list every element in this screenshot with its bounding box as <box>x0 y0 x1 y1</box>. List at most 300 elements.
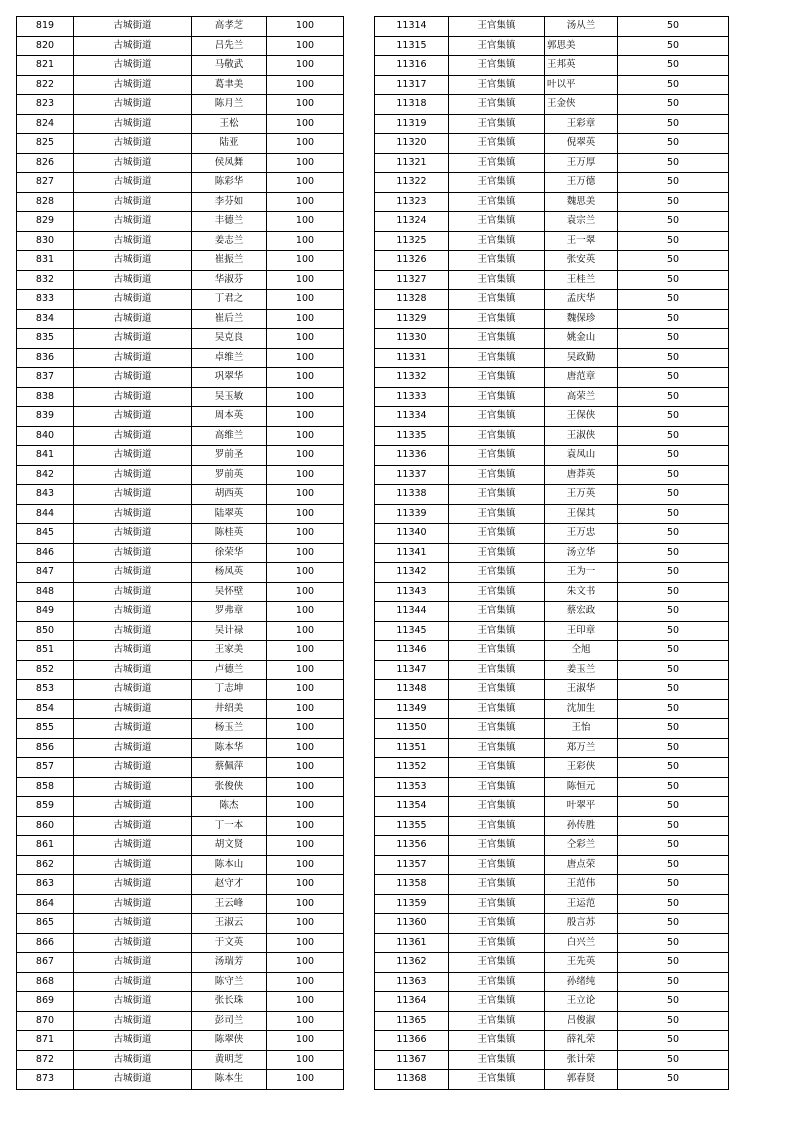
table-row <box>375 894 729 914</box>
amount-cell: 100 <box>267 251 344 271</box>
amount-cell: 100 <box>267 426 344 446</box>
amount-cell: 50 <box>618 368 729 388</box>
amount-cell: 100 <box>267 914 344 934</box>
amount-cell: 100 <box>267 75 344 95</box>
region-cell: 古城街道 <box>74 933 192 953</box>
amount-cell: 100 <box>267 309 344 329</box>
row-number-cell: 11358 <box>375 875 449 895</box>
region-cell: 古城街道 <box>74 699 192 719</box>
amount-cell: 50 <box>618 407 729 427</box>
table-row <box>375 153 729 173</box>
amount-cell: 50 <box>618 1031 729 1051</box>
amount-cell: 50 <box>618 465 729 485</box>
amount-cell: 50 <box>618 270 729 290</box>
table-row <box>17 231 344 251</box>
name-cell: 王桂兰 <box>545 270 618 290</box>
region-cell: 王官集镇 <box>449 699 545 719</box>
table-row <box>17 348 344 368</box>
table-row <box>375 290 729 310</box>
amount-cell: 50 <box>618 192 729 212</box>
amount-cell: 100 <box>267 173 344 193</box>
table-row <box>375 602 729 622</box>
region-cell: 王官集镇 <box>449 602 545 622</box>
region-cell: 王官集镇 <box>449 992 545 1012</box>
name-cell: 杨凤英 <box>192 563 267 583</box>
name-cell: 王万厚 <box>545 153 618 173</box>
region-cell: 王官集镇 <box>449 953 545 973</box>
amount-cell: 100 <box>267 1050 344 1070</box>
name-cell: 姜志兰 <box>192 231 267 251</box>
row-number-cell: 11364 <box>375 992 449 1012</box>
amount-cell: 100 <box>267 485 344 505</box>
name-cell: 姚金山 <box>545 329 618 349</box>
region-cell: 王官集镇 <box>449 290 545 310</box>
row-number-cell: 841 <box>17 446 74 466</box>
table-row <box>375 368 729 388</box>
name-cell: 王淑华 <box>545 680 618 700</box>
name-cell: 王邦英 <box>545 56 618 76</box>
row-number-cell: 846 <box>17 543 74 563</box>
name-cell: 吕先兰 <box>192 36 267 56</box>
table-row <box>17 1031 344 1051</box>
region-cell: 王官集镇 <box>449 446 545 466</box>
name-cell: 吕俊淑 <box>545 1011 618 1031</box>
amount-cell: 100 <box>267 953 344 973</box>
name-cell: 罗前圣 <box>192 446 267 466</box>
region-cell: 王官集镇 <box>449 387 545 407</box>
right-table-body <box>375 17 729 1090</box>
row-number-cell: 839 <box>17 407 74 427</box>
row-number-cell: 11322 <box>375 173 449 193</box>
name-cell: 倪翠英 <box>545 134 618 154</box>
amount-cell: 100 <box>267 1070 344 1090</box>
row-number-cell: 845 <box>17 524 74 544</box>
name-cell: 高荣兰 <box>545 387 618 407</box>
region-cell: 王官集镇 <box>449 309 545 329</box>
row-number-cell: 11354 <box>375 797 449 817</box>
name-cell: 唐范章 <box>545 368 618 388</box>
name-cell: 魏思美 <box>545 192 618 212</box>
table-row <box>17 992 344 1012</box>
name-cell: 袁宗兰 <box>545 212 618 232</box>
row-number-cell: 829 <box>17 212 74 232</box>
region-cell: 王官集镇 <box>449 972 545 992</box>
row-number-cell: 11360 <box>375 914 449 934</box>
amount-cell: 100 <box>267 660 344 680</box>
row-number-cell: 11362 <box>375 953 449 973</box>
table-row <box>17 95 344 115</box>
name-cell: 侯凤舞 <box>192 153 267 173</box>
region-cell: 古城街道 <box>74 485 192 505</box>
row-number-cell: 851 <box>17 641 74 661</box>
table-row <box>375 719 729 739</box>
region-cell: 古城街道 <box>74 563 192 583</box>
table-row <box>375 192 729 212</box>
name-cell: 白兴兰 <box>545 933 618 953</box>
left-table <box>16 16 344 1090</box>
table-row <box>17 914 344 934</box>
row-number-cell: 11357 <box>375 855 449 875</box>
region-cell: 王官集镇 <box>449 17 545 37</box>
name-cell: 胡文贤 <box>192 836 267 856</box>
region-cell: 王官集镇 <box>449 660 545 680</box>
table-row <box>375 563 729 583</box>
region-cell: 古城街道 <box>74 1031 192 1051</box>
amount-cell: 100 <box>267 933 344 953</box>
name-cell: 殷言苏 <box>545 914 618 934</box>
table-row <box>17 329 344 349</box>
region-cell: 王官集镇 <box>449 641 545 661</box>
row-number-cell: 863 <box>17 875 74 895</box>
row-number-cell: 11327 <box>375 270 449 290</box>
region-cell: 古城街道 <box>74 621 192 641</box>
region-cell: 古城街道 <box>74 329 192 349</box>
amount-cell: 50 <box>618 894 729 914</box>
row-number-cell: 11343 <box>375 582 449 602</box>
name-cell: 井绍美 <box>192 699 267 719</box>
name-cell: 王淑云 <box>192 914 267 934</box>
region-cell: 王官集镇 <box>449 407 545 427</box>
amount-cell: 50 <box>618 933 729 953</box>
amount-cell: 100 <box>267 407 344 427</box>
row-number-cell: 11326 <box>375 251 449 271</box>
row-number-cell: 831 <box>17 251 74 271</box>
table-row <box>17 933 344 953</box>
table-row <box>375 36 729 56</box>
name-cell: 唐点荣 <box>545 855 618 875</box>
amount-cell: 50 <box>618 699 729 719</box>
table-row <box>375 1070 729 1090</box>
name-cell: 张俊侠 <box>192 777 267 797</box>
region-cell: 王官集镇 <box>449 582 545 602</box>
region-cell: 王官集镇 <box>449 563 545 583</box>
row-number-cell: 11329 <box>375 309 449 329</box>
amount-cell: 50 <box>618 485 729 505</box>
amount-cell: 50 <box>618 387 729 407</box>
table-row <box>17 407 344 427</box>
row-number-cell: 870 <box>17 1011 74 1031</box>
name-cell: 孟庆华 <box>545 290 618 310</box>
table-row <box>375 309 729 329</box>
name-cell: 王万德 <box>545 173 618 193</box>
table-row <box>375 699 729 719</box>
name-cell: 王先英 <box>545 953 618 973</box>
region-cell: 王官集镇 <box>449 894 545 914</box>
region-cell: 古城街道 <box>74 641 192 661</box>
region-cell: 古城街道 <box>74 270 192 290</box>
row-number-cell: 11325 <box>375 231 449 251</box>
table-row <box>375 75 729 95</box>
row-number-cell: 827 <box>17 173 74 193</box>
row-number-cell: 859 <box>17 797 74 817</box>
row-number-cell: 11315 <box>375 36 449 56</box>
name-cell: 蔡宏政 <box>545 602 618 622</box>
table-row <box>17 719 344 739</box>
name-cell: 孙传胜 <box>545 816 618 836</box>
table-row <box>375 875 729 895</box>
amount-cell: 50 <box>618 212 729 232</box>
table-row <box>17 1011 344 1031</box>
table-row <box>375 797 729 817</box>
name-cell: 孙绪纯 <box>545 972 618 992</box>
amount-cell: 100 <box>267 95 344 115</box>
region-cell: 王官集镇 <box>449 875 545 895</box>
amount-cell: 100 <box>267 114 344 134</box>
table-row <box>17 602 344 622</box>
row-number-cell: 11332 <box>375 368 449 388</box>
name-cell: 张安英 <box>545 251 618 271</box>
region-cell: 王官集镇 <box>449 368 545 388</box>
name-cell: 张长珠 <box>192 992 267 1012</box>
amount-cell: 100 <box>267 56 344 76</box>
name-cell: 姜玉兰 <box>545 660 618 680</box>
table-row <box>375 621 729 641</box>
name-cell: 王怡 <box>545 719 618 739</box>
table-row <box>17 75 344 95</box>
region-cell: 王官集镇 <box>449 777 545 797</box>
table-row <box>17 563 344 583</box>
table-row <box>17 192 344 212</box>
name-cell: 王范伟 <box>545 875 618 895</box>
region-cell: 王官集镇 <box>449 914 545 934</box>
region-cell: 王官集镇 <box>449 1011 545 1031</box>
name-cell: 李芬如 <box>192 192 267 212</box>
amount-cell: 50 <box>618 641 729 661</box>
region-cell: 王官集镇 <box>449 75 545 95</box>
row-number-cell: 11328 <box>375 290 449 310</box>
name-cell: 王万英 <box>545 485 618 505</box>
row-number-cell: 11314 <box>375 17 449 37</box>
region-cell: 古城街道 <box>74 543 192 563</box>
region-cell: 古城街道 <box>74 387 192 407</box>
name-cell: 华淑芬 <box>192 270 267 290</box>
name-cell: 徐荣华 <box>192 543 267 563</box>
name-cell: 丁一本 <box>192 816 267 836</box>
amount-cell: 100 <box>267 972 344 992</box>
table-row <box>375 582 729 602</box>
region-cell: 古城街道 <box>74 1011 192 1031</box>
row-number-cell: 835 <box>17 329 74 349</box>
region-cell: 王官集镇 <box>449 621 545 641</box>
amount-cell: 100 <box>267 602 344 622</box>
right-table <box>374 16 729 1090</box>
name-cell: 陈恒元 <box>545 777 618 797</box>
region-cell: 古城街道 <box>74 446 192 466</box>
amount-cell: 50 <box>618 992 729 1012</box>
row-number-cell: 860 <box>17 816 74 836</box>
table-row <box>17 1050 344 1070</box>
region-cell: 古城街道 <box>74 504 192 524</box>
name-cell: 叶以平 <box>545 75 618 95</box>
region-cell: 古城街道 <box>74 758 192 778</box>
region-cell: 古城街道 <box>74 231 192 251</box>
name-cell: 吴玉敏 <box>192 387 267 407</box>
amount-cell: 100 <box>267 894 344 914</box>
name-cell: 汤立华 <box>545 543 618 563</box>
region-cell: 古城街道 <box>74 17 192 37</box>
region-cell: 王官集镇 <box>449 797 545 817</box>
region-cell: 古城街道 <box>74 56 192 76</box>
name-cell: 王淑侠 <box>545 426 618 446</box>
name-cell: 赵守才 <box>192 875 267 895</box>
row-number-cell: 11349 <box>375 699 449 719</box>
amount-cell: 100 <box>267 524 344 544</box>
row-number-cell: 11345 <box>375 621 449 641</box>
region-cell: 王官集镇 <box>449 192 545 212</box>
row-number-cell: 843 <box>17 485 74 505</box>
row-number-cell: 11353 <box>375 777 449 797</box>
amount-cell: 50 <box>618 173 729 193</box>
region-cell: 古城街道 <box>74 465 192 485</box>
row-number-cell: 840 <box>17 426 74 446</box>
table-row <box>17 446 344 466</box>
amount-cell: 100 <box>267 582 344 602</box>
row-number-cell: 820 <box>17 36 74 56</box>
row-number-cell: 861 <box>17 836 74 856</box>
amount-cell: 100 <box>267 621 344 641</box>
row-number-cell: 833 <box>17 290 74 310</box>
region-cell: 古城街道 <box>74 290 192 310</box>
amount-cell: 50 <box>618 816 729 836</box>
table-row <box>17 309 344 329</box>
table-row <box>17 641 344 661</box>
amount-cell: 100 <box>267 797 344 817</box>
name-cell: 叶翠平 <box>545 797 618 817</box>
region-cell: 古城街道 <box>74 75 192 95</box>
row-number-cell: 11344 <box>375 602 449 622</box>
table-row <box>375 134 729 154</box>
row-number-cell: 11342 <box>375 563 449 583</box>
name-cell: 蔡佩萍 <box>192 758 267 778</box>
amount-cell: 50 <box>618 309 729 329</box>
name-cell: 高孝芝 <box>192 17 267 37</box>
table-row <box>17 797 344 817</box>
amount-cell: 50 <box>618 543 729 563</box>
amount-cell: 100 <box>267 680 344 700</box>
name-cell: 唐莽英 <box>545 465 618 485</box>
row-number-cell: 11348 <box>375 680 449 700</box>
amount-cell: 100 <box>267 836 344 856</box>
name-cell: 王彩侠 <box>545 758 618 778</box>
name-cell: 陈杰 <box>192 797 267 817</box>
amount-cell: 100 <box>267 504 344 524</box>
table-row <box>17 738 344 758</box>
table-row <box>17 582 344 602</box>
name-cell: 汤瑞芳 <box>192 953 267 973</box>
row-number-cell: 11331 <box>375 348 449 368</box>
table-row <box>17 485 344 505</box>
row-number-cell: 11323 <box>375 192 449 212</box>
region-cell: 古城街道 <box>74 134 192 154</box>
row-number-cell: 864 <box>17 894 74 914</box>
row-number-cell: 836 <box>17 348 74 368</box>
region-cell: 王官集镇 <box>449 680 545 700</box>
row-number-cell: 11359 <box>375 894 449 914</box>
amount-cell: 50 <box>618 504 729 524</box>
name-cell: 王一翠 <box>545 231 618 251</box>
name-cell: 罗前英 <box>192 465 267 485</box>
name-cell: 陈本华 <box>192 738 267 758</box>
region-cell: 古城街道 <box>74 368 192 388</box>
name-cell: 胡西英 <box>192 485 267 505</box>
table-row <box>375 465 729 485</box>
region-cell: 古城街道 <box>74 309 192 329</box>
table-row <box>375 972 729 992</box>
region-cell: 古城街道 <box>74 875 192 895</box>
table-row <box>375 17 729 37</box>
region-cell: 王官集镇 <box>449 738 545 758</box>
row-number-cell: 11316 <box>375 56 449 76</box>
row-number-cell: 873 <box>17 1070 74 1090</box>
amount-cell: 50 <box>618 134 729 154</box>
table-row <box>375 387 729 407</box>
table-row <box>375 543 729 563</box>
left-table-body <box>17 17 344 1090</box>
name-cell: 陈守兰 <box>192 972 267 992</box>
region-cell: 古城街道 <box>74 426 192 446</box>
table-row <box>375 738 729 758</box>
row-number-cell: 828 <box>17 192 74 212</box>
region-cell: 王官集镇 <box>449 816 545 836</box>
row-number-cell: 856 <box>17 738 74 758</box>
row-number-cell: 871 <box>17 1031 74 1051</box>
table-row <box>375 777 729 797</box>
name-cell: 卢德兰 <box>192 660 267 680</box>
table-row <box>375 173 729 193</box>
table-row <box>17 660 344 680</box>
amount-cell: 100 <box>267 387 344 407</box>
table-row <box>17 290 344 310</box>
name-cell: 陈桂英 <box>192 524 267 544</box>
amount-cell: 100 <box>267 855 344 875</box>
row-number-cell: 11318 <box>375 95 449 115</box>
name-cell: 王保其 <box>545 504 618 524</box>
amount-cell: 100 <box>267 192 344 212</box>
row-number-cell: 11337 <box>375 465 449 485</box>
row-number-cell: 866 <box>17 933 74 953</box>
table-row <box>375 641 729 661</box>
table-row <box>375 680 729 700</box>
table-row <box>375 426 729 446</box>
name-cell: 郑万兰 <box>545 738 618 758</box>
amount-cell: 50 <box>618 75 729 95</box>
amount-cell: 50 <box>618 582 729 602</box>
amount-cell: 50 <box>618 855 729 875</box>
row-number-cell: 11321 <box>375 153 449 173</box>
name-cell: 张计荣 <box>545 1050 618 1070</box>
region-cell: 王官集镇 <box>449 836 545 856</box>
amount-cell: 50 <box>618 17 729 37</box>
table-row <box>375 836 729 856</box>
table-row <box>17 270 344 290</box>
region-cell: 古城街道 <box>74 153 192 173</box>
row-number-cell: 838 <box>17 387 74 407</box>
name-cell: 王为一 <box>545 563 618 583</box>
name-cell: 陆翠英 <box>192 504 267 524</box>
region-cell: 王官集镇 <box>449 855 545 875</box>
row-number-cell: 847 <box>17 563 74 583</box>
region-cell: 古城街道 <box>74 992 192 1012</box>
table-row <box>375 1011 729 1031</box>
amount-cell: 100 <box>267 153 344 173</box>
region-cell: 古城街道 <box>74 836 192 856</box>
table-row <box>375 953 729 973</box>
row-number-cell: 11341 <box>375 543 449 563</box>
region-cell: 王官集镇 <box>449 231 545 251</box>
amount-cell: 50 <box>618 738 729 758</box>
amount-cell: 100 <box>267 875 344 895</box>
region-cell: 古城街道 <box>74 738 192 758</box>
